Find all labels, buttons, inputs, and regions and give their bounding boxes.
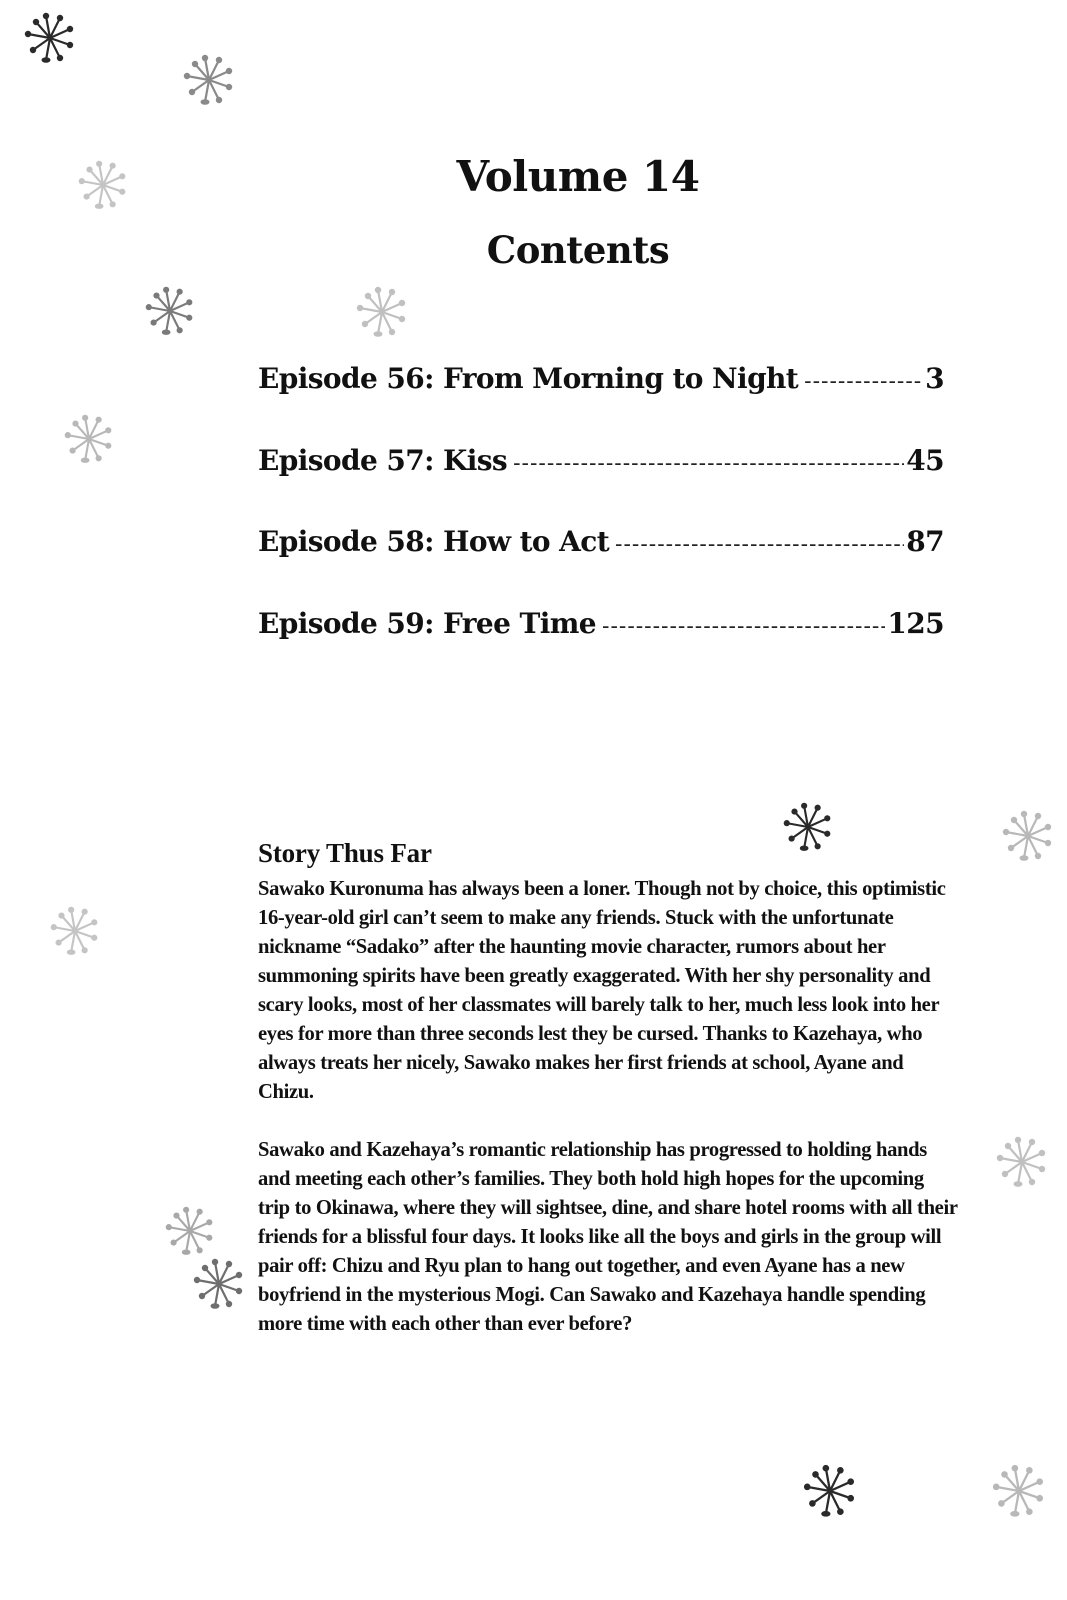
toc-entry-title: Episode 56: From Morning to Night (258, 362, 799, 395)
toc-entry-episode-59[interactable] (258, 607, 944, 689)
toc-entry-title: Episode 57: Kiss (258, 443, 508, 477)
toc-entry-episode-56[interactable] (258, 362, 944, 444)
toc-entry-page: 3 (925, 362, 944, 395)
snowflake-icon (191, 1256, 247, 1312)
snowflake-icon (62, 412, 116, 466)
toc-entry-title: Episode 58: How to Act (258, 525, 610, 558)
dotted-leader (804, 369, 923, 394)
toc-entry-page: 125 (887, 606, 944, 640)
toc-entry-title: Episode 59: Free Time (258, 606, 597, 640)
snowflake-icon (990, 1462, 1048, 1520)
story-paragraph: Sawako Kuronuma has always been a loner. Though not by choice, this optimistic 16-year-old girl can’t seem to make any friends. Stuck with the unfortunate nickname “Sadako” after the haunting movie character, rumors about her summoning spirits have been greatly exaggerated. With her shy personality and scary looks, most of her classmates will barely talk to her, much less look into her eyes for more than three seconds lest they be cursed. Thanks to Kazehaya, who always treats her nicely, Sawako makes her first friends at school, Ayane and Chizu. (258, 878, 946, 1103)
snowflake-icon (354, 284, 410, 340)
toc-entry-episode-57[interactable] (258, 444, 944, 526)
snowflake-icon (181, 52, 237, 108)
section-heading: Story Thus Far (258, 838, 432, 868)
dotted-leader (513, 451, 904, 476)
snowflake-icon (163, 1204, 217, 1258)
contents-title: Contents (486, 228, 670, 272)
dotted-leader (602, 614, 885, 639)
story-thus-far-section (258, 838, 958, 1368)
volume-title: Volume 14 (456, 152, 700, 201)
story-paragraph: Sawako and Kazehaya’s romantic relationship has progressed to holding hands and meeting each other’s families. They both hold high hopes for the upcoming trip to Okinawa, where they will sightsee, dine, and share hotel rooms with all their friends for a blissful four days. It looks like all the boys and girls in the group will pair off: Chizu and Ryu plan to hang out together, and even Ayane has a new boyfriend in the mysterious Mogi. Can Sawako and Kazehaya handle spending more time with each other than ever before? (258, 1139, 958, 1335)
toc-entry-episode-58[interactable] (258, 525, 944, 607)
snowflake-icon (994, 1134, 1050, 1190)
toc-entry-page: 87 (906, 525, 944, 558)
table-of-contents (258, 362, 944, 688)
dotted-leader (615, 532, 904, 557)
snowflake-icon (143, 284, 197, 338)
snowflake-icon (22, 10, 78, 66)
snowflake-icon (801, 1462, 859, 1520)
snowflake-icon (1000, 808, 1056, 864)
toc-entry-page: 45 (906, 443, 944, 477)
snowflake-icon (48, 904, 102, 958)
